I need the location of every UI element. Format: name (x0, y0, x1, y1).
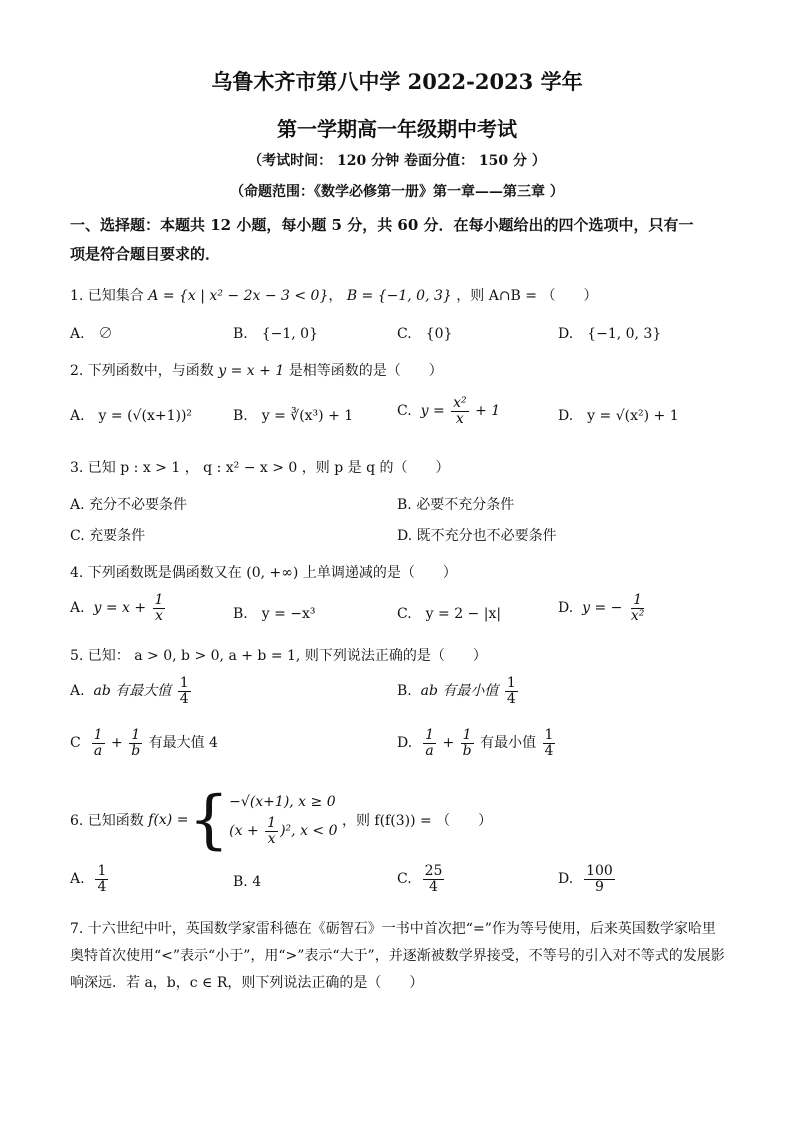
fraction: $\frac{1}{b}$ (131, 727, 141, 759)
set-a: A = {x | x² − 2x − 3 < 0} (148, 288, 329, 304)
fraction: $\frac{1}{4}$ (544, 727, 554, 759)
q1-option-d[interactable]: D. {−1, 0, 3} (558, 326, 662, 342)
exam-title: 乌鲁木齐市第八中学 2022-2023 学年 (211, 69, 583, 94)
q3-option-c[interactable]: C. 充要条件 (70, 528, 146, 544)
question-7-line-1: 7. 十六世纪中叶，英国数学家雷科德在《砺智石》一书中首次把“=”作为等号使用，后来英国数学家哈里 (70, 921, 716, 937)
q2-option-b[interactable]: B. y = ∛(x³) + 1 (233, 408, 354, 424)
question-5: 5. 已知： a > 0, b > 0, a + b = 1, 则下列说法正确的是（ ） (70, 648, 487, 664)
section-heading-cont: 项是符合题目要求的． (70, 245, 221, 263)
exam-subtitle: 第一学期高一年级期中考试 (277, 117, 517, 141)
left-brace-icon: { (188, 783, 230, 857)
fraction: $\frac{1}{4}$ (506, 675, 516, 707)
q5-option-c[interactable]: C $\frac{1}{a}$ + $\frac{1}{b}$ 有最大值 4 (70, 727, 218, 759)
q3-option-d[interactable]: D. 既不充分也不必要条件 (397, 528, 557, 544)
question-1: 1. 已知集合 A = {x | x² − 2x − 3 < 0}， B = {−1, 0, 3} ，则 A∩B = （ ） (70, 288, 598, 304)
q1-option-a[interactable]: A. ∅ (70, 326, 113, 342)
q3-option-a[interactable]: A. 充分不必要条件 (70, 497, 188, 513)
q1-option-b[interactable]: B. {−1, 0} (233, 326, 318, 342)
fraction: $\frac{1}{x}$ (267, 814, 277, 847)
exam-scope: （命题范围：《数学必修第一册》第一章——第三章 ） (230, 184, 564, 200)
fraction: $\frac{1}{a}$ (425, 727, 435, 759)
fraction: $\frac{\text{x²}}{x}$ (453, 395, 467, 427)
q4-option-b[interactable]: B. y = −x³ (233, 606, 316, 622)
fraction: $\frac{1}{4}$ (97, 863, 107, 895)
piecewise-cases: −√(x+1), x ≥ 0 (x + $\frac{1}{x}$ )², x < 0 (229, 793, 338, 847)
fraction: $\frac{1}{\text{x²}}$ (630, 592, 645, 624)
question-6: 6. 已知函数 f(x) = { −√(x+1), x ≥ 0 (x + $\frac{1}{x}$ )², x < 0 ，则 f(f(3)) = （ ） (70, 783, 493, 857)
q6-option-d[interactable]: D. $\frac{100}{9}$ (558, 863, 613, 895)
q4-option-c[interactable]: C. y = 2 − |x| (397, 606, 502, 622)
section-heading: 一、选择题：本题共 12 小题，每小题 5 分，共 60 分．在每小题给出的四个选项中，只有一 (70, 216, 694, 234)
q4-option-a[interactable]: A. y = x + $\frac{1}{x}$ (70, 592, 164, 624)
q5-option-b[interactable]: B. ab 有最小值 $\frac{1}{4}$ (397, 675, 516, 707)
fraction: $\frac{25}{4}$ (424, 863, 443, 895)
fraction: $\frac{1}{b}$ (462, 727, 472, 759)
fraction: $\frac{1}{a}$ (93, 727, 103, 759)
q5-option-d[interactable]: D. $\frac{1}{a}$ + $\frac{1}{b}$ 有最小值 $\frac{1}{4}$ (397, 727, 554, 759)
question-3: 3. 已知 p : x > 1 ， q : x² − x > 0 ，则 p 是 q 的（ ） (70, 460, 450, 476)
fraction: $\frac{1}{4}$ (179, 675, 189, 707)
q1-option-c[interactable]: C. {0} (397, 326, 453, 342)
q2-option-c[interactable]: C. y = $\frac{\text{x²}}{x}$ + 1 (397, 395, 501, 427)
set-b: B = {−1, 0, 3} (346, 288, 452, 304)
q6-option-a[interactable]: A. $\frac{1}{4}$ (70, 863, 107, 895)
question-2: 2. 下列函数中，与函数 y = x + 1 是相等函数的是（ ） (70, 363, 443, 379)
fraction: $\frac{1}{x}$ (154, 592, 164, 624)
question-4: 4. 下列函数既是偶函数又在 (0, +∞) 上单调递减的是（ ） (70, 565, 457, 581)
question-7-line-3: 响深远．若 a，b，c ∈ R，则下列说法正确的是（ ） (70, 975, 424, 991)
q6-option-b[interactable]: B. 4 (233, 874, 262, 890)
q2-option-d[interactable]: D. y = √(x²) + 1 (558, 408, 679, 424)
q6-option-c[interactable]: C. $\frac{25}{4}$ (397, 863, 443, 895)
fraction: $\frac{100}{9}$ (586, 863, 613, 895)
q2-option-a[interactable]: A. y = (√(x+1))² (70, 408, 193, 424)
q4-option-d[interactable]: D. y = − $\frac{1}{\text{x²}}$ (558, 592, 645, 624)
exam-info: （考试时间： 120 分钟 卷面分值： 150 分 ） (248, 153, 546, 169)
question-7-line-2: 奥特首次使用“<”表示“小于”，用“>”表示“大于”，并逐渐被数学界接受，不等号的引入对不等式的发展影 (70, 948, 725, 964)
q5-option-a[interactable]: A. ab 有最大值 $\frac{1}{4}$ (70, 675, 189, 707)
q3-option-b[interactable]: B. 必要不充分条件 (397, 497, 515, 513)
